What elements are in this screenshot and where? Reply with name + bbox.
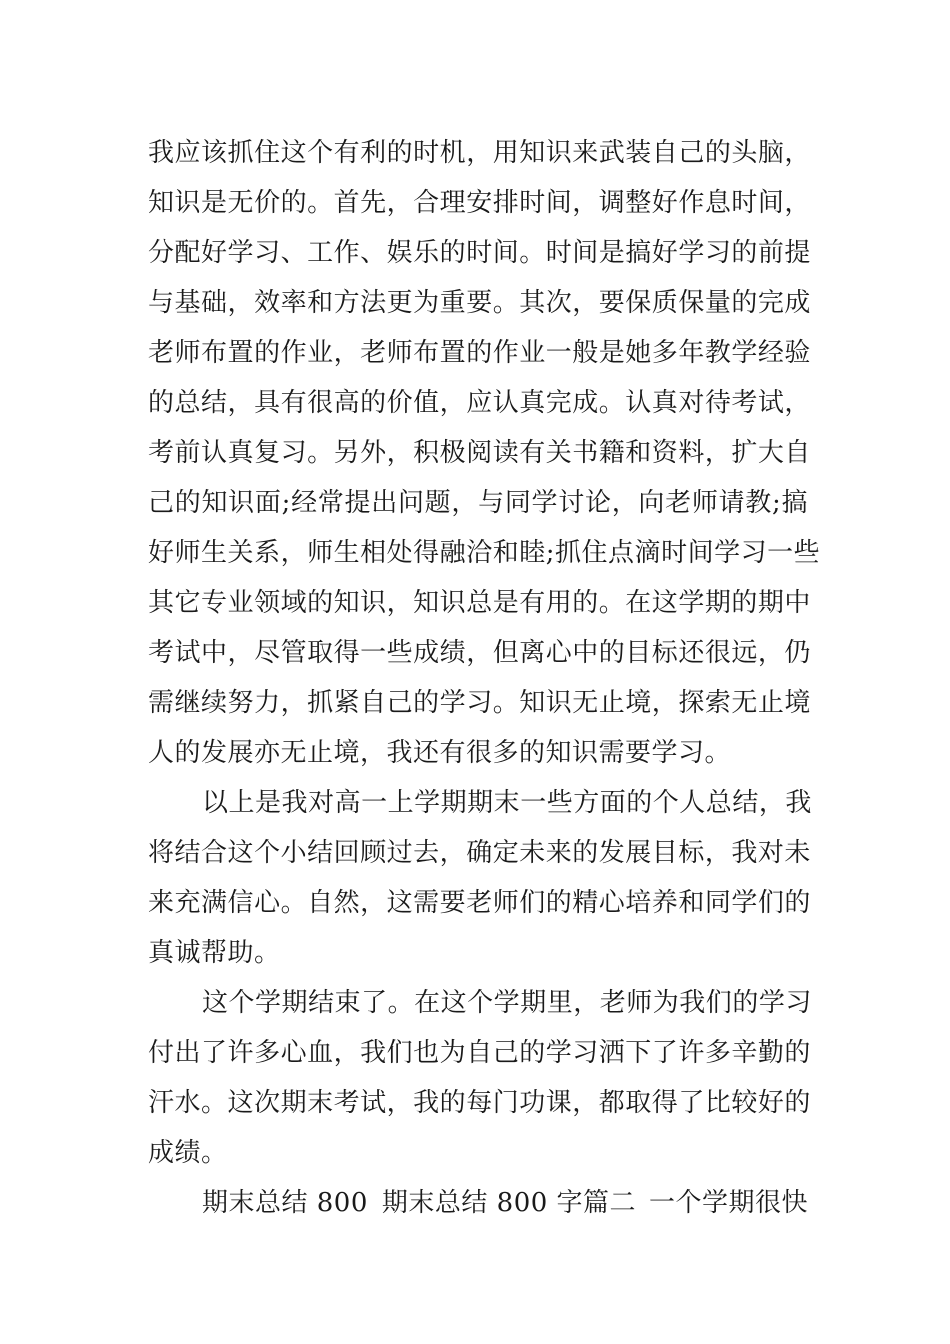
paragraph-line: 考 试 中 ， 尽 管 取 得 一 些 成 绩 ， 但 离 心 中 的 目 标 还 很 远 ， 仍 — [148, 638, 811, 668]
paragraph-line: 的 总 结 ， 具 有 很 高 的 价 值 ， 应 认 真 完 成 。 认 真 对 待 考 试 ， — [148, 388, 811, 418]
paragraph-line-last: 真诚帮助。 — [148, 938, 281, 968]
heading-part-2: 期末总结 800 字篇二 — [381, 1188, 637, 1218]
paragraph-line: 需 继 续 努 力 ， 抓 紧 自 己 的 学 习 。 知 识 无 止 境 ， 探 索 无 止 境 — [148, 688, 811, 718]
heading-part-1: 期末总结 800 — [202, 1188, 368, 1218]
paragraph-line: 其 它 专 业 领 域 的 知 识 ， 知 识 总 是 有 用 的 。 在 这 学 期 的 期 中 — [148, 588, 811, 618]
heading-part-3: 一个学期很快 — [648, 1188, 808, 1218]
paragraph-line-last: 成绩。 — [148, 1138, 228, 1168]
paragraph-line: 己 的 知 识 面 ; 经 常 提 出 问 题 ， 与 同 学 讨 论 ， 向 老 师 请 教 ; 搞 — [148, 488, 808, 518]
paragraph-line: 分 配 好 学 习 、 工 作 、 娱 乐 的 时 间 。 时 间 是 搞 好 学 习 的 前 提 — [148, 238, 811, 268]
paragraph-line-last: 人的发展亦无止境，我还有很多的知识需要学习。 — [148, 738, 732, 768]
paragraph-line: 好 师 生 关 系 ， 师 生 相 处 得 融 洽 和 睦 ; 抓 住 点 滴 时 间 学 习 一 些 — [148, 538, 821, 568]
paragraph-line-first: 以 上 是 我 对 高 一 上 学 期 期 末 一 些 方 面 的 个 人 总 结 ， 我 — [202, 788, 812, 818]
paragraph-line: 老 师 布 置 的 作 业 ， 老 师 布 置 的 作 业 一 般 是 她 多 年 教 学 经 验 — [148, 338, 811, 368]
paragraph-line: 付 出 了 许 多 心 血 ， 我 们 也 为 自 己 的 学 习 洒 下 了 许 多 辛 勤 的 — [148, 1038, 811, 1068]
document-body — [148, 128, 821, 1228]
paragraph-line: 来 充 满 信 心 。 自 然 ， 这 需 要 老 师 们 的 精 心 培 养 和 同 学 们 的 — [148, 888, 811, 918]
paragraph-line: 知 识 是 无 价 的 。 首 先 ， 合 理 安 排 时 间 ， 调 整 好 作 息 时 间 ， — [148, 188, 811, 218]
paragraph-line: 与 基 础 ， 效 率 和 方 法 更 为 重 要 。 其 次 ， 要 保 质 保 量 的 完 成 — [148, 288, 811, 318]
paragraph-line: 我 应 该 抓 住 这 个 有 利 的 时 机 ， 用 知 识 来 武 装 自 己 的 头 脑 ， — [148, 138, 811, 168]
section-heading-line — [148, 1178, 808, 1228]
paragraph-line: 考 前 认 真 复 习 。 另 外 ， 积 极 阅 读 有 关 书 籍 和 资 料 ， 扩 大 自 — [148, 438, 811, 468]
paragraph-line-first: 这 个 学 期 结 束 了 。 在 这 个 学 期 里 ， 老 师 为 我 们 的 学 习 — [202, 988, 812, 1018]
paragraph-line: 汗 水 。 这 次 期 末 考 试 ， 我 的 每 门 功 课 ， 都 取 得 了 比 较 好 的 — [148, 1088, 811, 1118]
paragraph-line: 将 结 合 这 个 小 结 回 顾 过 去 ， 确 定 未 来 的 发 展 目 标 ， 我 对 未 — [148, 838, 811, 868]
